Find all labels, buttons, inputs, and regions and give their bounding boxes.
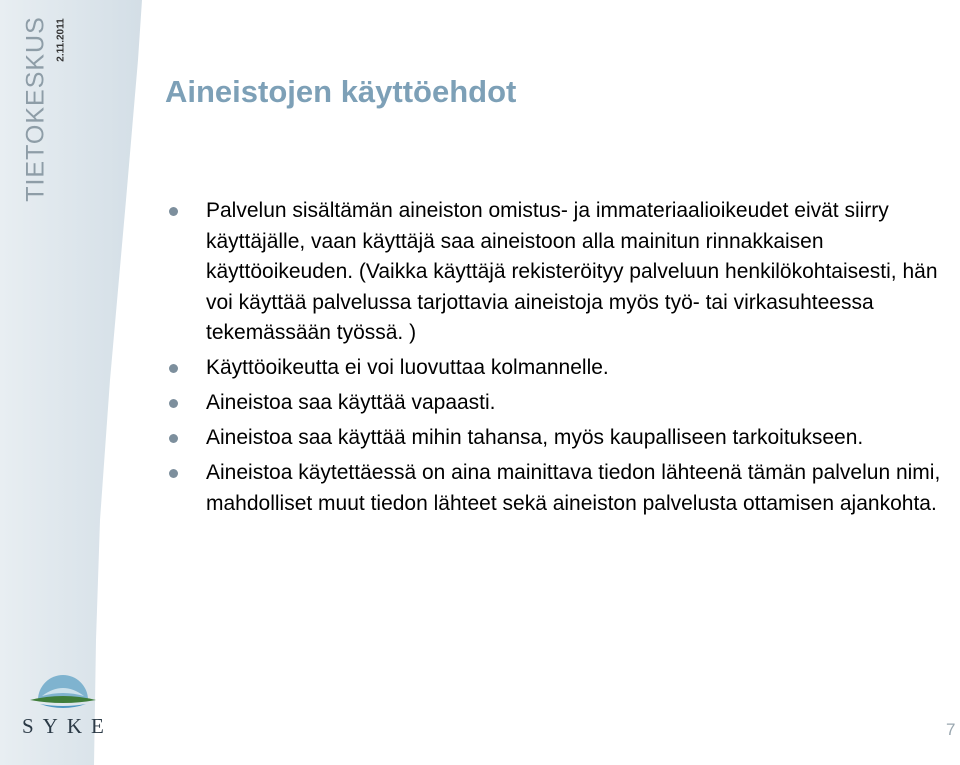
bullet-item xyxy=(165,353,945,384)
bullet-text: Aineistoa saa käyttää mihin tahansa, myös kaupalliseen tarkoitukseen. xyxy=(206,426,864,449)
bullet-item xyxy=(165,423,945,454)
brand-name: TIETOKESKUS xyxy=(21,16,50,202)
bullet-text: Palvelun sisältämän aineiston omistus- ja immateriaalioikeudet eivät siirry käyttäjälle, vaan käyttäjä saa aineistoon alla mainitun rinnakkaisen käyttöoikeuden. (Vaikka käyttäjä rekisteröityy palveluun henkilökohtaisesti, hän voi käyttää palvelussa tarjottavia aineistoja myös työ- tai virkasuhteessa tekemässään työssä. ) xyxy=(206,199,938,344)
bullet-item xyxy=(165,196,945,349)
bullet-item xyxy=(165,388,945,419)
page-number: 7 xyxy=(946,720,956,739)
slide-title: Aineistojen käyttöehdot xyxy=(165,74,517,109)
syke-logo xyxy=(22,670,113,744)
bullet-dot-icon xyxy=(169,207,178,216)
bullet-text: Aineistoa saa käyttää vapaasti. xyxy=(206,391,496,414)
bullet-text: Käyttöoikeutta ei voi luovuttaa kolmannelle. xyxy=(206,356,609,379)
bullet-dot-icon xyxy=(169,434,178,443)
bullet-dot-icon xyxy=(169,364,178,373)
syke-emblem-icon xyxy=(28,670,98,714)
bullet-list xyxy=(165,196,945,524)
sidebar xyxy=(0,0,142,765)
bullet-dot-icon xyxy=(169,399,178,408)
bullet-text: Aineistoa käytettäessä on aina mainittava tiedon lähteenä tämän palvelun nimi, mahdolliset muut tiedon lähteet sekä aineiston palvelusta ottamisen ajankohta. xyxy=(206,461,941,515)
slide-date: 2.11.2011 xyxy=(55,18,67,62)
syke-logo-text: SYKE xyxy=(22,714,113,738)
bullet-item xyxy=(165,458,945,519)
bullet-dot-icon xyxy=(169,469,178,478)
